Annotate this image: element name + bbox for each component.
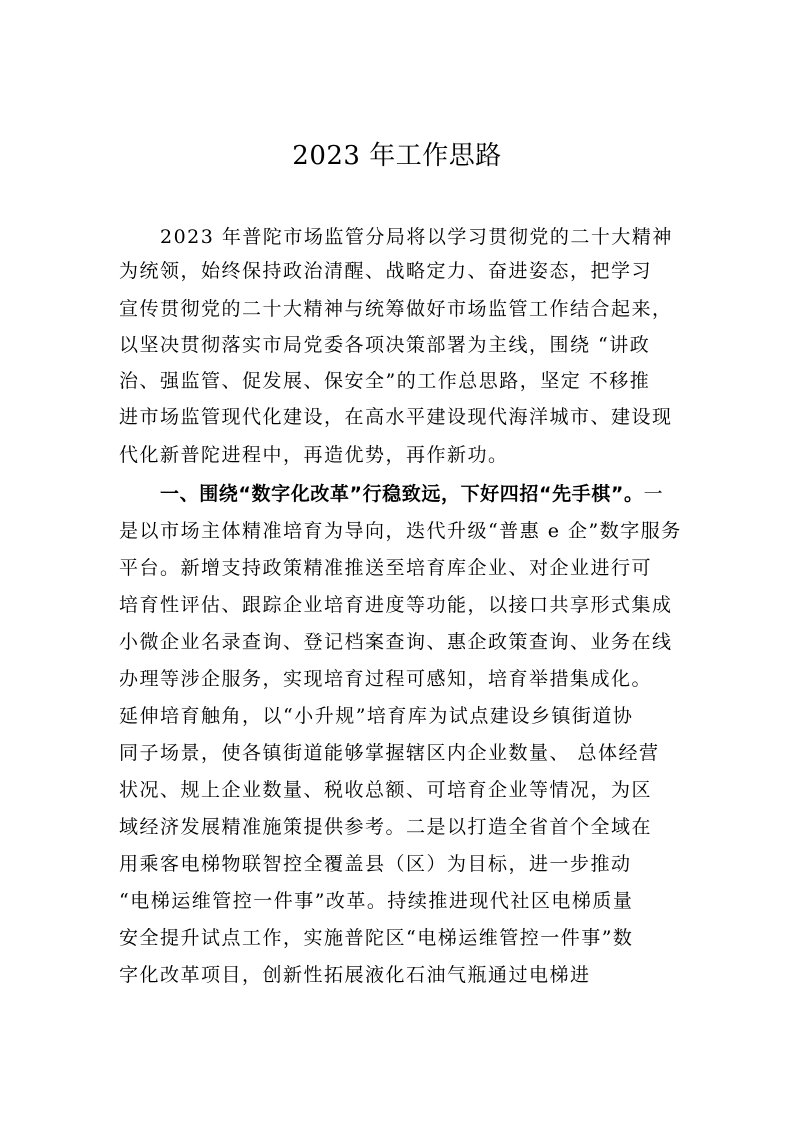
paragraph-line: 是以市场主体精准培育为导向，迭代升级“普惠 e 企”数字服务 — [119, 520, 682, 542]
paragraph-line: 治、强监管、促发展、保安全”的工作总思路，坚定 不移推 — [119, 370, 651, 392]
paragraph-line: “电梯运维管控一件事”改革。持续推进现代社区电梯质量 — [119, 890, 634, 912]
paragraph-line: 2023 年普陀市场监管分局将以学习贯彻党的二十大精神 — [160, 226, 673, 248]
paragraph-line: 为统领，始终保持政治清醒、战略定力、奋进姿态，把学习 — [119, 260, 653, 282]
paragraph-line: 以坚决贯彻落实市局党委各项决策部署为主线，围绕 “讲政 — [119, 334, 651, 356]
paragraph-line: 状况、规上企业数量、税收总额、可培育企业等情况，为区 — [119, 779, 653, 801]
paragraph-line: 平台。新增支持政策精准推送至培育库企业、对企业进行可 — [119, 557, 653, 579]
paragraph-line: 延伸培育触角，以“小升规”培育库为试点建设乡镇街道协 — [119, 705, 634, 727]
paragraph-line: 宣传贯彻党的二十大精神与统筹做好市场监管工作结合起来， — [119, 298, 673, 320]
paragraph-line: 域经济发展精准施策提供参考。二是以打造全省首个全域在 — [119, 816, 653, 838]
paragraph-line: 小微企业名录查询、登记档案查询、惠企政策查询、业务在线 — [119, 631, 673, 653]
paragraph-line: 字化改革项目，创新性拓展液化石油气瓶通过电梯进 — [119, 964, 591, 986]
document-title: 2023 年工作思路 — [292, 141, 502, 171]
paragraph-line: 培育性评估、跟踪企业培育进度等功能，以接口共享形式集成 — [119, 594, 673, 616]
paragraph-line: 安全提升试点工作，实施普陀区“电梯运维管控一件事”数 — [119, 927, 634, 949]
paragraph-line: 用乘客电梯物联智控全覆盖县（区）为目标，进一步推动 — [119, 853, 632, 875]
paragraph-line: 办理等涉企服务，实现培育过程可感知，培育举措集成化。 — [119, 668, 653, 690]
paragraph-line: 代化新普陀进程中，再造优势，再作新功。 — [119, 444, 509, 466]
section-heading: 一、围绕“数字化改革”行稳致远，下好四招“先手棋”。 — [160, 483, 644, 505]
section-heading-tail: 一 — [643, 483, 665, 505]
section-heading-line — [160, 479, 664, 509]
paragraph-line: 进市场监管现代化建设，在高水平建设现代海洋城市、建设现 — [119, 406, 673, 428]
paragraph-line: 同子场景，使各镇街道能够掌握辖区内企业数量、 总体经营 — [119, 742, 660, 764]
